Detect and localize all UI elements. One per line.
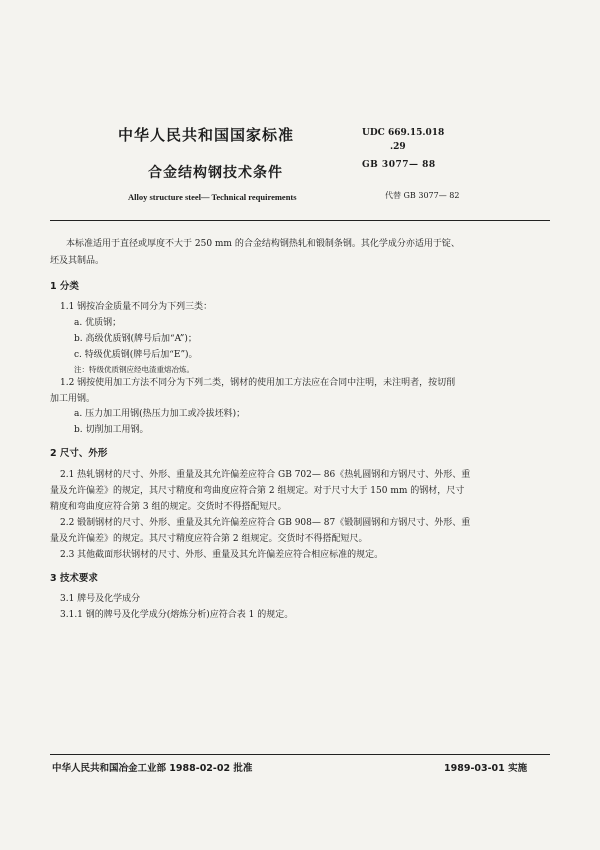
clause-1-1: 1.1 钢按冶金质量不同分为下列三类： <box>60 302 213 312</box>
clause-1-2-line-2: 加工用钢。 <box>50 394 96 404</box>
clause-1-2-line-1: 1.2 钢按使用加工方法不同分为下列二类，钢材的使用加工方法应在合同中注明，未注明者，按切削 <box>60 378 456 388</box>
clause-2-2-line-1: 2.2 锻制钢材的尺寸、外形、重量及其允许偏差应符合 GB 908— 87《锻制圆钢和方钢尺寸、外形、重 <box>60 518 471 528</box>
clause-2-1-line-1: 2.1 热轧钢材的尺寸、外形、重量及其允许偏差应符合 GB 702— 86《热轧圆钢和方钢尺寸、外形、重 <box>60 470 471 480</box>
clause-1-1-b: b. 高级优质钢(牌号后加“A”)； <box>74 334 197 344</box>
section-1-heading: 1 分类 <box>50 281 79 292</box>
clause-3-1: 3.1 牌号及化学成分 <box>60 594 141 604</box>
udc-code-continuation: .29 <box>390 142 406 152</box>
header-divider <box>50 220 550 221</box>
udc-code: UDC 669.15.018 <box>362 128 445 138</box>
section-2-heading: 2 尺寸、外形 <box>50 448 108 459</box>
effective-date: 1989-03-01 实施 <box>444 763 528 774</box>
clause-2-3: 2.3 其他截面形状钢材的尺寸、外形、重量及其允许偏差应符合相应标准的规定。 <box>60 550 384 560</box>
intro-line-2: 坯及其制品。 <box>50 256 105 266</box>
clause-2-1-line-3: 精度和弯曲度应符合第 3 组的规定。交货时不得搭配短尺。 <box>50 502 287 512</box>
section-3-heading: 3 技术要求 <box>50 573 98 584</box>
clause-1-1-note: 注：特级优质钢应经电渣重熔冶炼。 <box>74 365 194 374</box>
national-standard-label: 中华人民共和国国家标准 <box>118 126 295 144</box>
clause-2-2-line-2: 量及允许偏差》的规定。其尺寸精度应符合第 2 组规定。交货时不得搭配短尺。 <box>50 534 368 544</box>
clause-2-1-line-2: 量及允许偏差》的规定，其尺寸精度和弯曲度应符合第 2 组规定。对于尺寸大于 150 mm 的钢材，尺寸 <box>50 486 465 496</box>
clause-1-1-a: a. 优质钢； <box>74 318 122 328</box>
clause-1-2-b: b. 切削加工用钢。 <box>74 425 149 435</box>
approval-line: 中华人民共和国冶金工业部 1988-02-02 批准 <box>52 763 253 774</box>
intro-line-1: 本标准适用于直径或厚度不大于 250 mm 的合金结构钢热轧和锻制条钢。其化学成分亦适用于锭、 <box>66 239 460 249</box>
clause-1-1-c: c. 特级优质钢(牌号后加“E”)。 <box>74 350 198 360</box>
document-title-cn: 合金结构钢技术条件 <box>148 165 283 181</box>
clause-1-2-a: a. 压力加工用钢(热压力加工或冷拔坯料)； <box>74 409 246 419</box>
clause-3-1-1: 3.1.1 钢的牌号及化学成分(熔炼分析)应符合表 1 的规定。 <box>60 610 294 620</box>
footer-divider <box>50 754 550 755</box>
gb-number: GB 3077— 88 <box>362 160 436 170</box>
replaces-standard: 代替 GB 3077— 82 <box>385 191 460 200</box>
document-title-en: Alloy structure steel— Technical requirements <box>128 192 297 202</box>
